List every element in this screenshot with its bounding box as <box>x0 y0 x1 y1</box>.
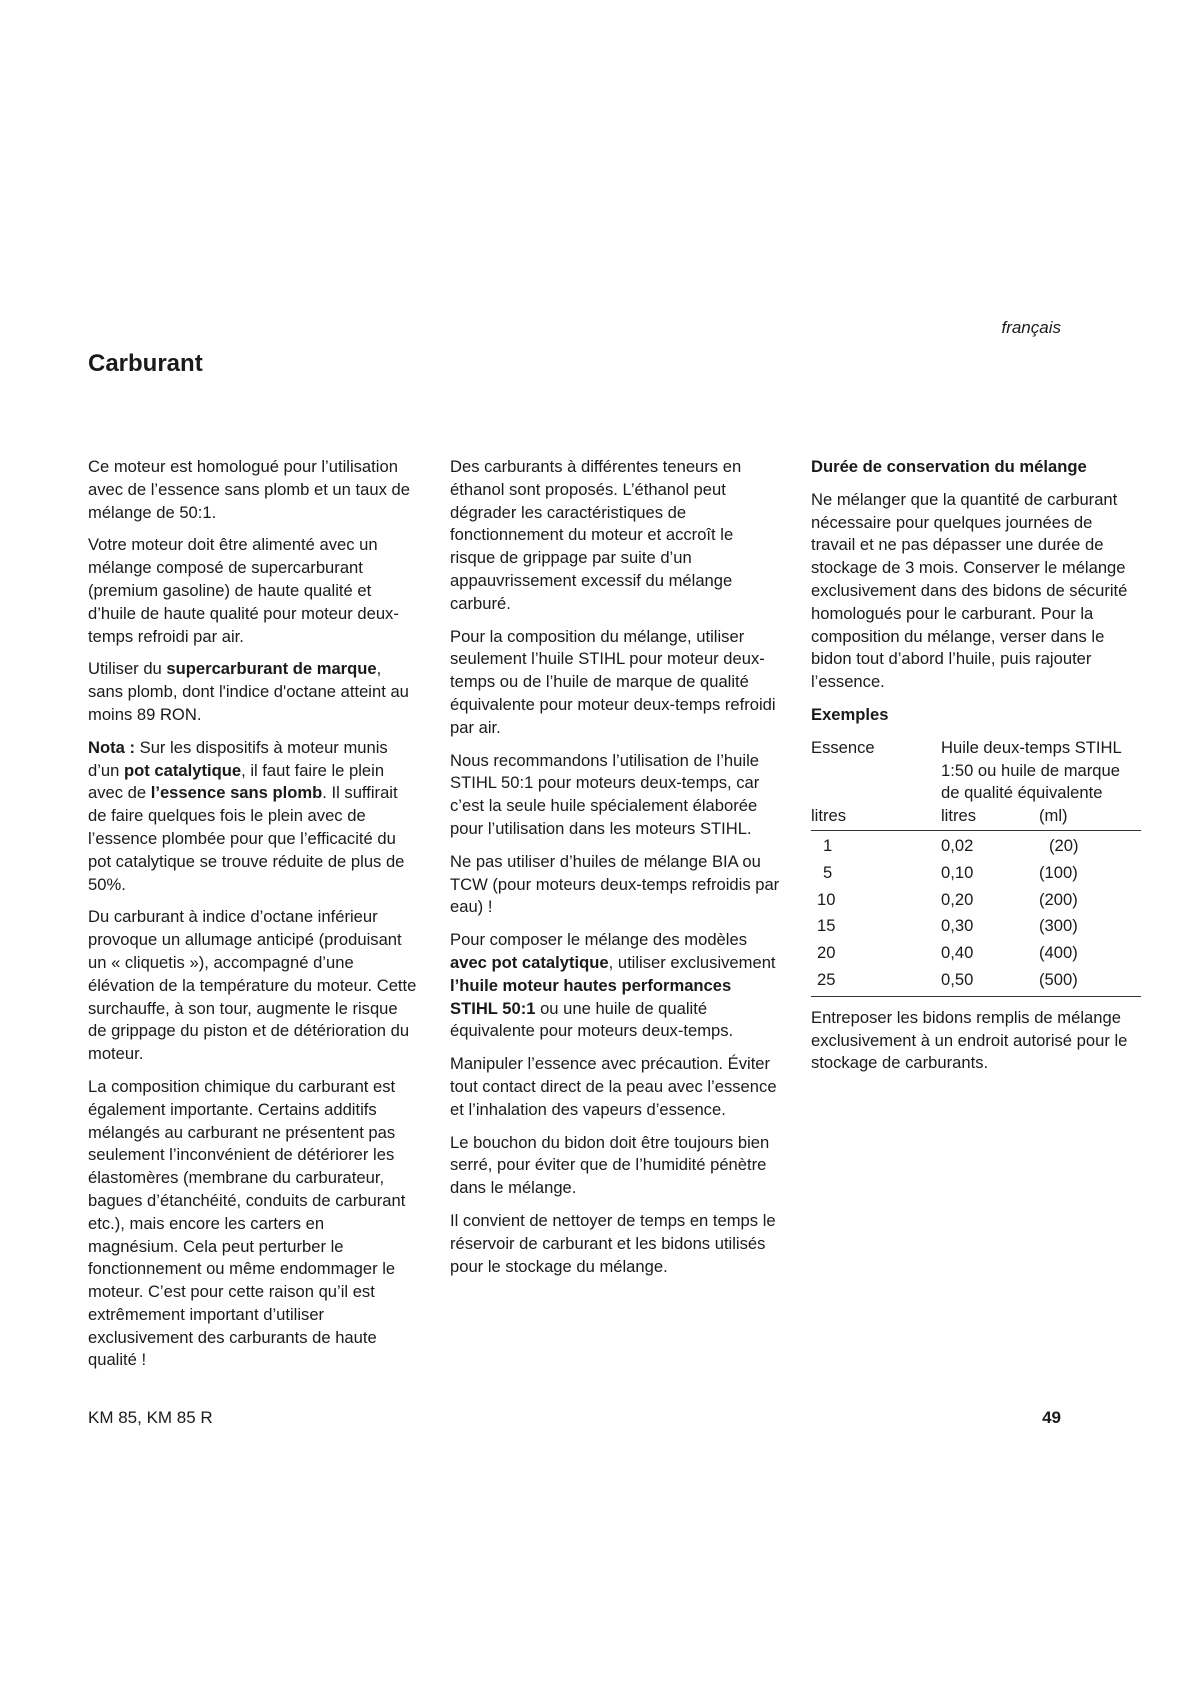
note-paragraph: Nota : Sur les dispositifs à moteur munis d’un pot catalytique, il faut faire le plein avec de l’essence sans plomb. Il suffirait de faire quelques fois le plein avec de l’essence plombée pour que l’efficacité du pot catalytique se trouve réduite de plus de 50%. <box>88 737 405 894</box>
page-number: 49 <box>1042 1408 1061 1427</box>
table-row: 10 0,20 (200) <box>817 889 1078 909</box>
column-2 <box>450 456 780 1288</box>
table-row: 1 0,02 (20) <box>823 835 1079 855</box>
paragraph: Pour composer le mélange des modèles avec pot catalytique, utiliser exclusivement l’huile moteur hautes performances STIHL 50:1 ou une huile de qualité équivalente pour moteurs deux-temps. <box>450 930 776 1041</box>
paragraph: Utiliser du supercarburant de marque, sans plomb, dont l'indice d'octane atteint au moins 89 RON. <box>88 659 409 724</box>
examples-heading: Exemples <box>811 704 889 724</box>
table-header-row <box>811 737 1141 805</box>
column-1 <box>88 456 418 1382</box>
table-units-row <box>811 805 1141 830</box>
table-row: 15 0,30 (300) <box>817 916 1078 936</box>
mixing-table <box>811 737 1141 997</box>
table-row: 20 0,40 (400) <box>817 943 1078 963</box>
unit-cell: (ml) <box>1039 805 1141 830</box>
paragraph: Du carburant à indice d’octane inférieur provoque un allumage anticipé (produisant un « cliquetis »), accompagné d’une élévation de la température du moteur. Cette surchauffe, à son tour, augmente le risque de grippage du piston et de détérioration du moteur. <box>88 907 417 1064</box>
paragraph: Entreposer les bidons remplis de mélange exclusivement à un endroit autorisé pour le stockage de carburants. <box>811 1007 1128 1073</box>
section-heading: Durée de conservation du mélange <box>811 457 1087 476</box>
paragraph: Ce moteur est homologué pour l’utilisation avec de l’essence sans plomb et un taux de mélange de 50:1. <box>88 457 410 522</box>
paragraph: Il convient de nettoyer de temps en temps le réservoir de carburant et les bidons utilisés pour le stockage du mélange. <box>450 1210 776 1276</box>
paragraph: Votre moteur doit être alimenté avec un mélange composé de supercarburant (premium gasoline) de haute qualité et d’huile de haute qualité pour moteur deux-temps refroidi par air. <box>88 535 399 646</box>
paragraph: Nous recommandons l’utilisation de l’huile STIHL 50:1 pour moteurs deux-temps, car c’est la seule huile spécialement élaborée pour l’utilisation dans les moteurs STIHL. <box>450 750 760 838</box>
header-oil: Huile deux-temps STIHL 1:50 ou huile de marque de qualité équivalente <box>941 737 1122 803</box>
table-row: 5 0,10 (100) <box>823 862 1078 882</box>
unit-cell: litres <box>811 805 941 830</box>
paragraph: Des carburants à différentes teneurs en éthanol sont proposés. L’éthanol peut dégrader les caractéristiques de fonctionnement du moteur et accroît le risque de grippage par suite d’un appauvrissement excessif du mélange carburé. <box>450 457 742 613</box>
paragraph: Le bouchon du bidon doit être toujours bien serré, pour éviter que de l’humidité pénètre dans le mélange. <box>450 1132 770 1198</box>
paragraph: Ne pas utiliser d’huiles de mélange BIA ou TCW (pour moteurs deux-temps refroidis par eau) ! <box>450 851 780 917</box>
column-3 <box>811 456 1141 1085</box>
paragraph: Pour la composition du mélange, utiliser seulement l’huile STIHL pour moteur deux-temps ou de l’huile de marque de qualité équivalente pour moteur deux-temps refroidi par air. <box>450 626 776 737</box>
language-label: français <box>1001 318 1061 337</box>
page-title: Carburant <box>88 350 203 377</box>
unit-cell: litres <box>941 805 1039 830</box>
paragraph: La composition chimique du carburant est également importante. Certains additifs mélangés au carburant ne présentent pas seulement l’inconvénient de détériorer les élastomères (membrane du carburateur, bagues d’étanchéité, conduits de carburant etc.), mais encore les carters en magnésium. Cela peut perturber le fonctionnement ou même endommager le moteur. C’est pour cette raison qu’il est extrêmement important d’utiliser exclusivement des carburants de haute qualité ! <box>88 1076 406 1370</box>
paragraph: Ne mélanger que la quantité de carburant nécessaire pour quelques journées de travail et ne pas dépasser une durée de stockage de 3 mois. Conserver le mélange exclusivement dans des bidons de sécurité homologués pour le carburant. Pour la composition du mélange, verser dans le bidon tout d’abord l’huile, puis rajouter l’essence. <box>811 489 1128 692</box>
paragraph: Manipuler l’essence avec précaution. Éviter tout contact direct de la peau avec l’essence et l’inhalation des vapeurs d’essence. <box>450 1054 777 1119</box>
header-essence: Essence <box>811 737 875 757</box>
table-row: 25 0,50 (500) <box>811 965 1141 996</box>
footer-model: KM 85, KM 85 R <box>88 1408 213 1427</box>
